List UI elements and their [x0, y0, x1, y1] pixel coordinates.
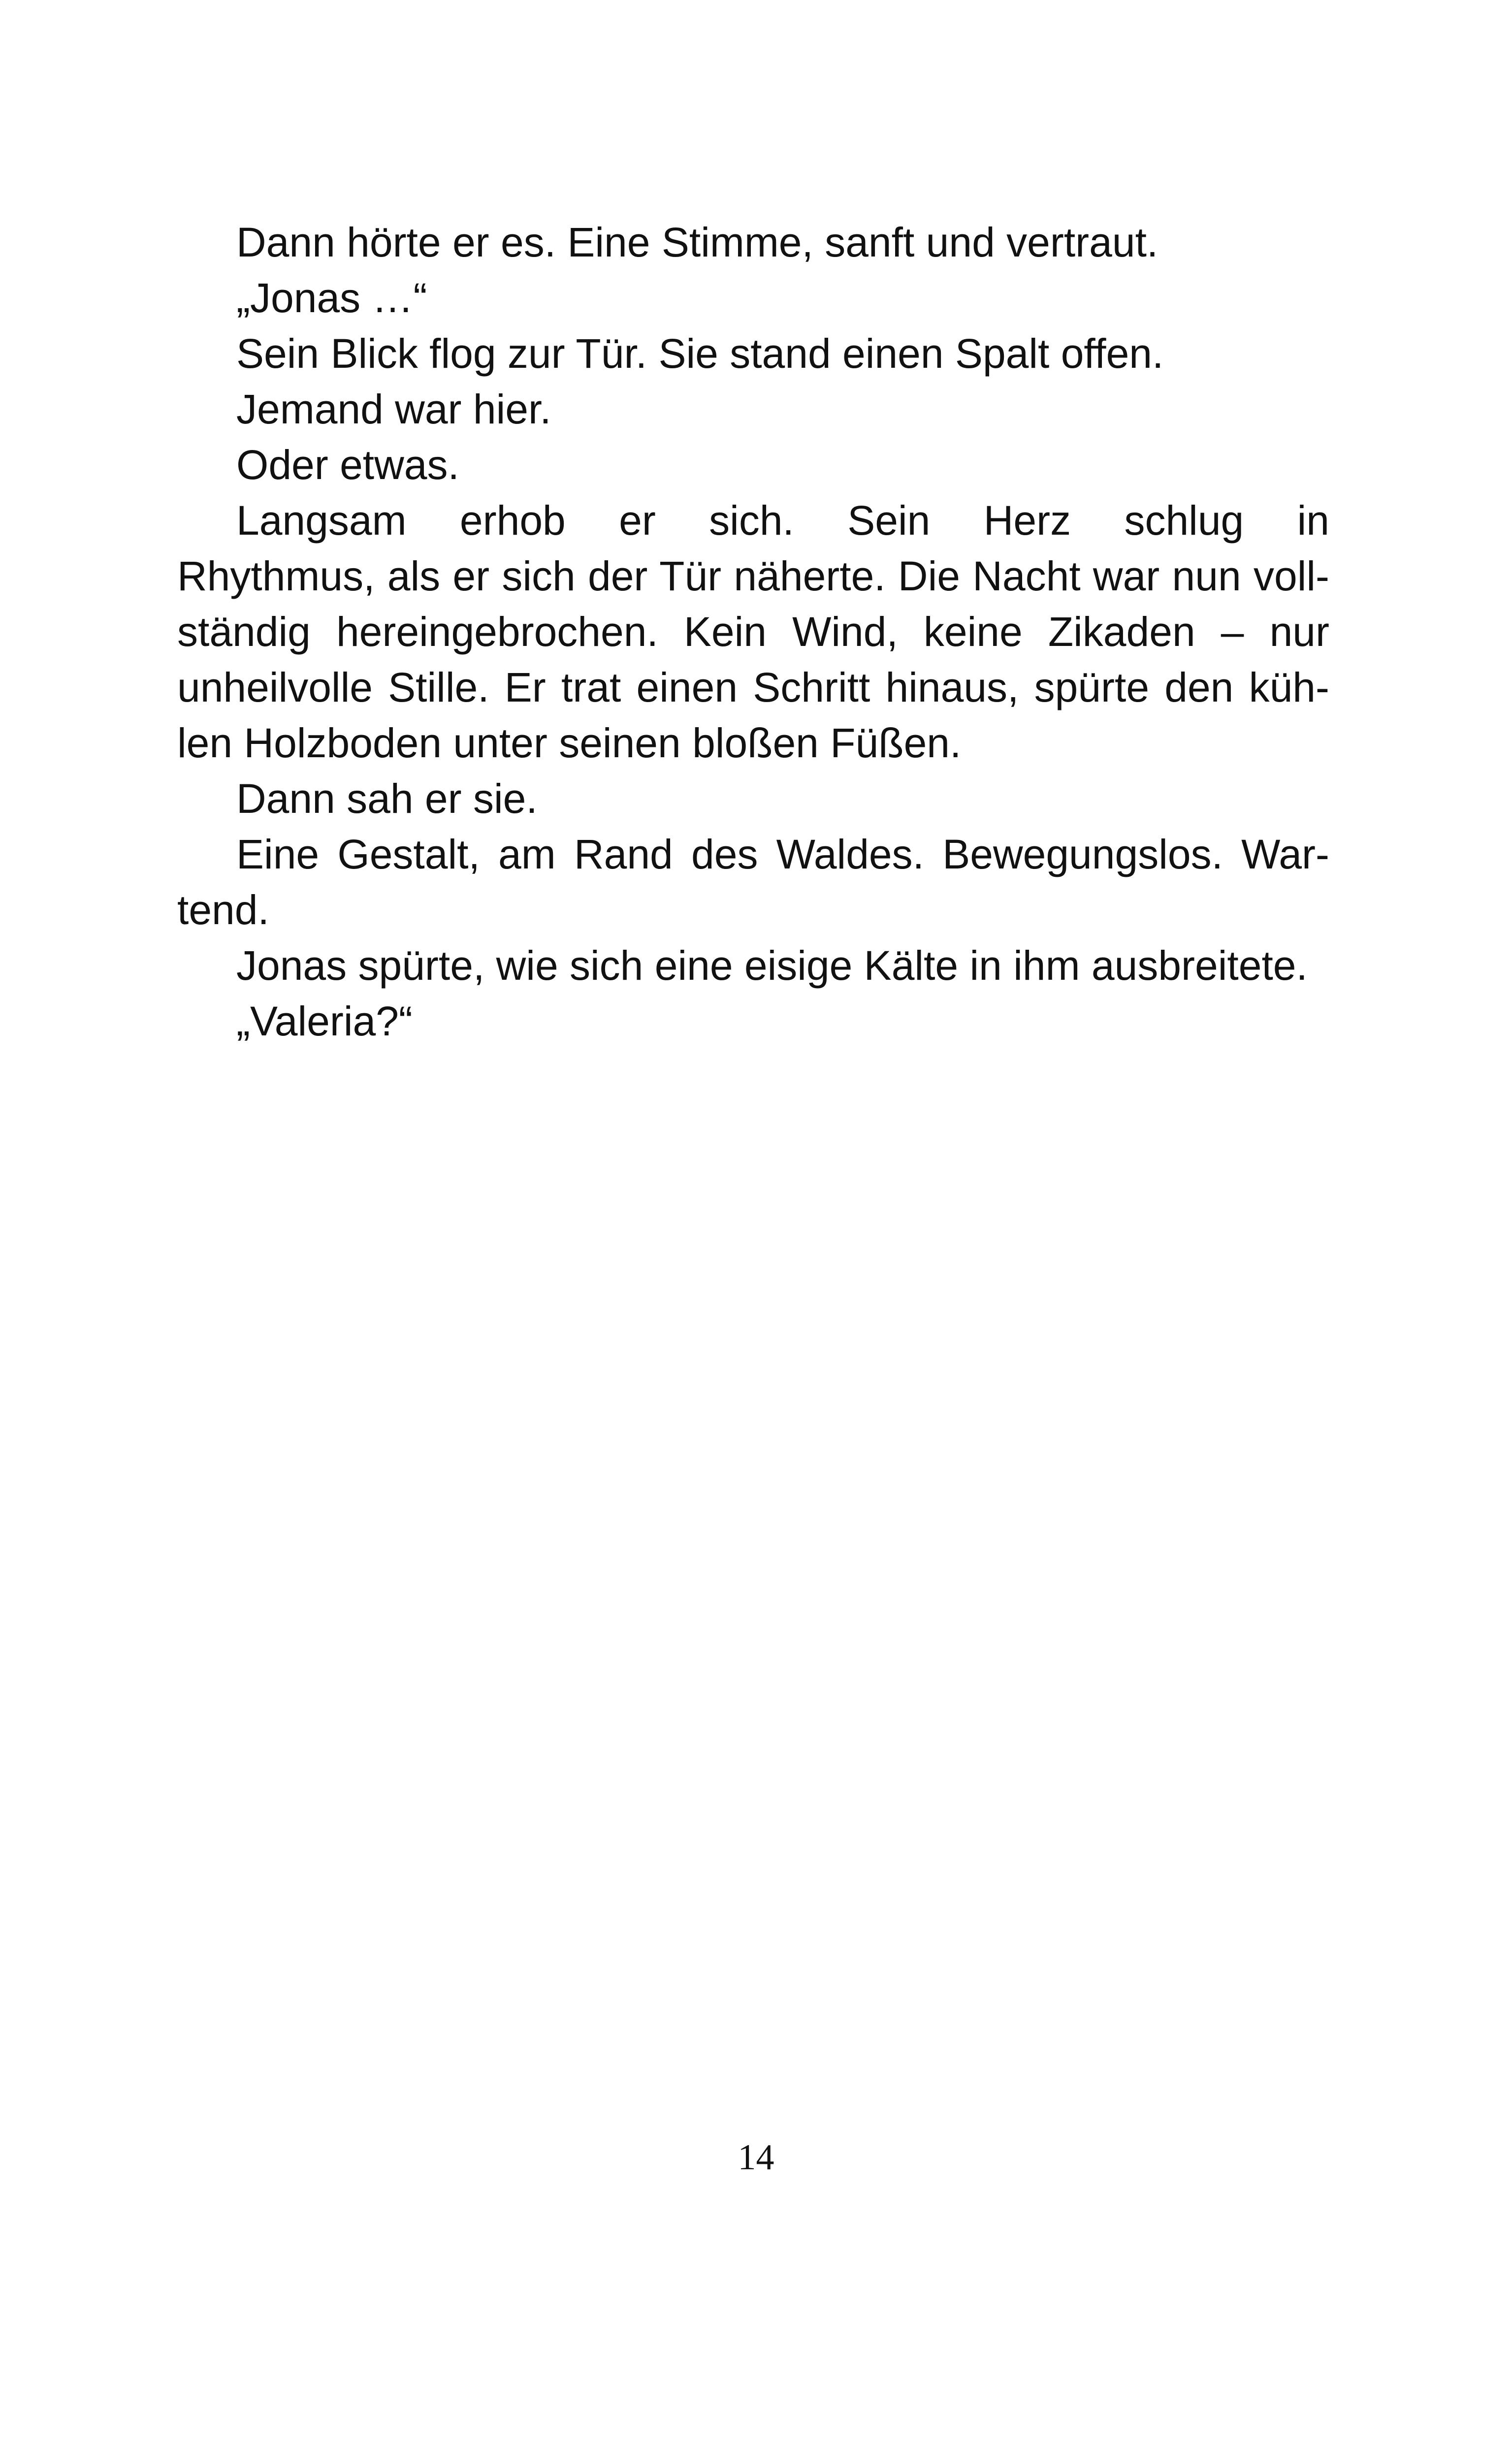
text-line: Dann sah er sie.: [236, 775, 538, 822]
text-line: „Valeria?“: [236, 998, 413, 1044]
body-text: [177, 215, 1329, 1049]
text-line: tend.: [177, 887, 269, 933]
text-line: Oder etwas.: [236, 442, 459, 488]
text-line: Eine Gestalt, am Rand des Waldes. Bewegungslos. War-: [236, 831, 1329, 877]
text-line: Sein Blick flog zur Tür. Sie stand einen Spalt offen.: [236, 330, 1164, 377]
text-line: Jonas spürte, wie sich eine eisige Kälte in ihm ausbreitete.: [236, 942, 1308, 989]
text-line: „Jonas …“: [236, 275, 427, 321]
text-line: Jemand war hier.: [236, 386, 551, 432]
text-line: Rhythmus, als er sich der Tür näherte. Die Nacht war nun voll-: [177, 553, 1329, 599]
text-line: len Holzboden unter seinen bloßen Füßen.: [177, 720, 962, 766]
text-line: unheilvolle Stille. Er trat einen Schritt hinaus, spürte den küh-: [177, 664, 1329, 710]
page-number: 14: [738, 2137, 774, 2178]
text-line: Langsam erhob er sich. Sein Herz schlug in: [236, 497, 1329, 544]
text-line: ständig hereingebrochen. Kein Wind, keine Zikaden – nur: [177, 609, 1329, 655]
text-line: Dann hörte er es. Eine Stimme, sanft und vertraut.: [236, 219, 1158, 265]
